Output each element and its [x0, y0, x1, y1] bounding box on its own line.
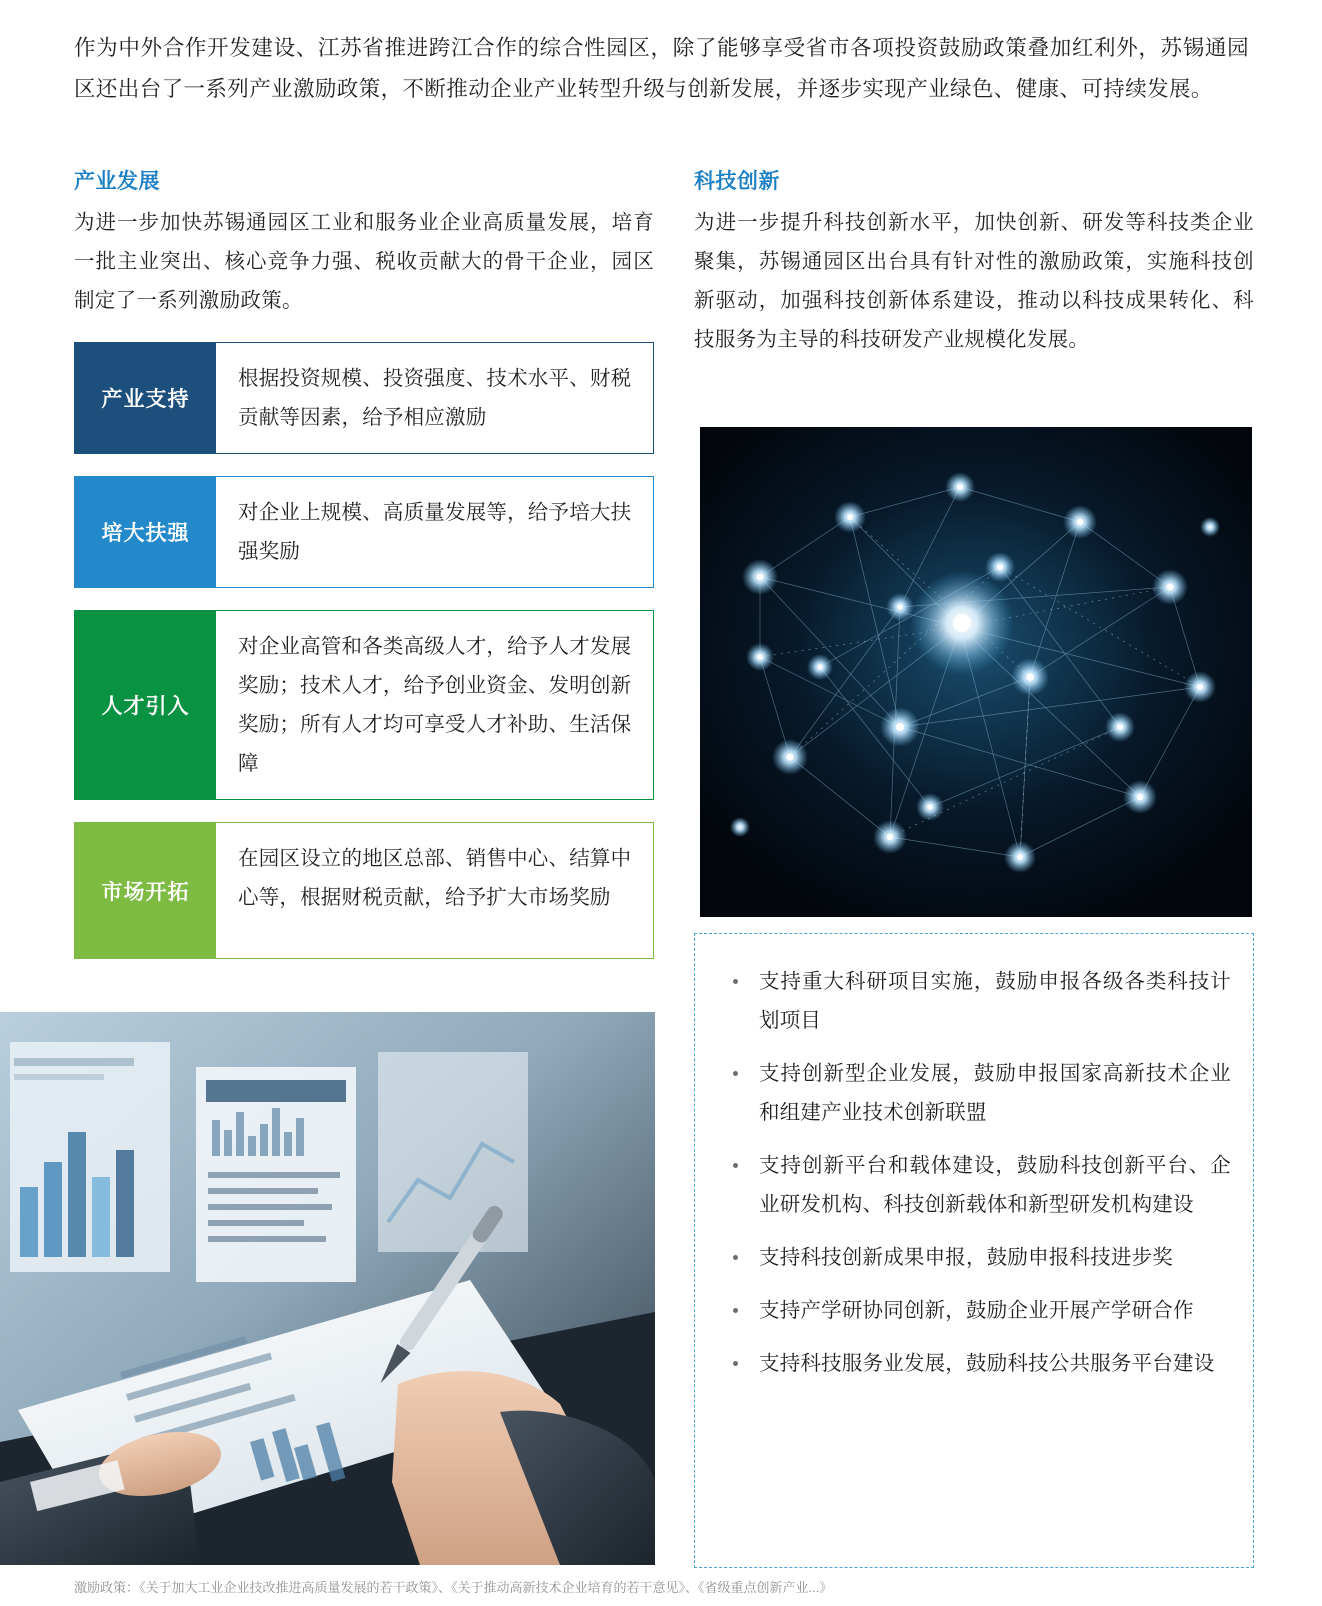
left-column — [74, 165, 654, 981]
policy-card-desc: 根据投资规模、投资强度、技术水平、财税贡献等因素，给予相应激励 — [238, 367, 632, 429]
policy-card — [74, 342, 654, 454]
policy-card-desc: 对企业高管和各类高级人才，给予人才发展奖励；技术人才，给予创业资金、发明创新奖励；所有人才均可享受人才补助、生活保障 — [238, 635, 632, 775]
list-item: 支持科技服务业发展，鼓励科技公共服务平台建设 — [725, 1344, 1231, 1383]
policy-card-desc: 对企业上规模、高质量发展等，给予培大扶强奖励 — [238, 501, 632, 563]
list-item: 支持创新型企业发展，鼓励申报国家高新技术企业和组建产业技术创新联盟 — [725, 1054, 1231, 1132]
policy-card-list — [74, 342, 654, 959]
technology-network-photo — [700, 427, 1252, 917]
list-item: 支持重大科研项目实施，鼓励申报各级各类科技计划项目 — [725, 962, 1231, 1040]
policy-card-desc: 在园区设立的地区总部、销售中心、结算中心等，根据财税贡献，给予扩大市场奖励 — [238, 847, 632, 909]
policy-card-tag: 人才引入 — [75, 611, 216, 799]
list-item: 支持科技创新成果申报，鼓励申报科技进步奖 — [725, 1238, 1231, 1277]
policy-card — [74, 822, 654, 959]
right-section-body: 为进一步提升科技创新水平，加快创新、研发等科技类企业聚集，苏锡通园区出台具有针对性的激励政策，实施科技创新驱动，加强科技创新体系建设，推动以科技成果转化、科技服务为主导的科技研发产业规模化发展。 — [694, 211, 1254, 351]
right-section-title: 科技创新 — [694, 170, 780, 193]
list-item: 支持创新平台和载体建设，鼓励科技创新平台、企业研发机构、科技创新载体和新型研发机构建设 — [725, 1146, 1231, 1224]
business-analysis-photo — [0, 1012, 655, 1565]
policy-card — [74, 610, 654, 800]
left-section-body: 为进一步加快苏锡通园区工业和服务业企业高质量发展，培育一批主业突出、核心竞争力强、税收贡献大的骨干企业，园区制定了一系列激励政策。 — [74, 211, 654, 312]
right-column — [694, 165, 1254, 359]
left-section-title: 产业发展 — [74, 170, 160, 193]
policy-card-tag: 市场开拓 — [75, 823, 216, 958]
policy-card-tag: 产业支持 — [75, 343, 216, 453]
list-item: 支持产学研协同创新，鼓励企业开展产学研合作 — [725, 1291, 1231, 1330]
policy-card — [74, 476, 654, 588]
intro-paragraph: 作为中外合作开发建设、江苏省推进跨江合作的综合性园区，除了能够享受省市各项投资鼓励政策叠加红利外，苏锡通园区还出台了一系列产业激励政策，不断推动企业产业转型升级与创新发展，并逐步实现产业绿色、健康、可持续发展。 — [74, 36, 1249, 101]
policy-card-tag: 培大扶强 — [75, 477, 216, 587]
footnote-text: 激励政策：《关于加大工业企业技改推进高质量发展的若干政策》、《关于推动高新技术企业培育的若干意见》、《省级重点创新产业...》 — [74, 1580, 833, 1595]
innovation-bullet-list — [725, 962, 1231, 1383]
innovation-policy-box — [694, 933, 1254, 1568]
